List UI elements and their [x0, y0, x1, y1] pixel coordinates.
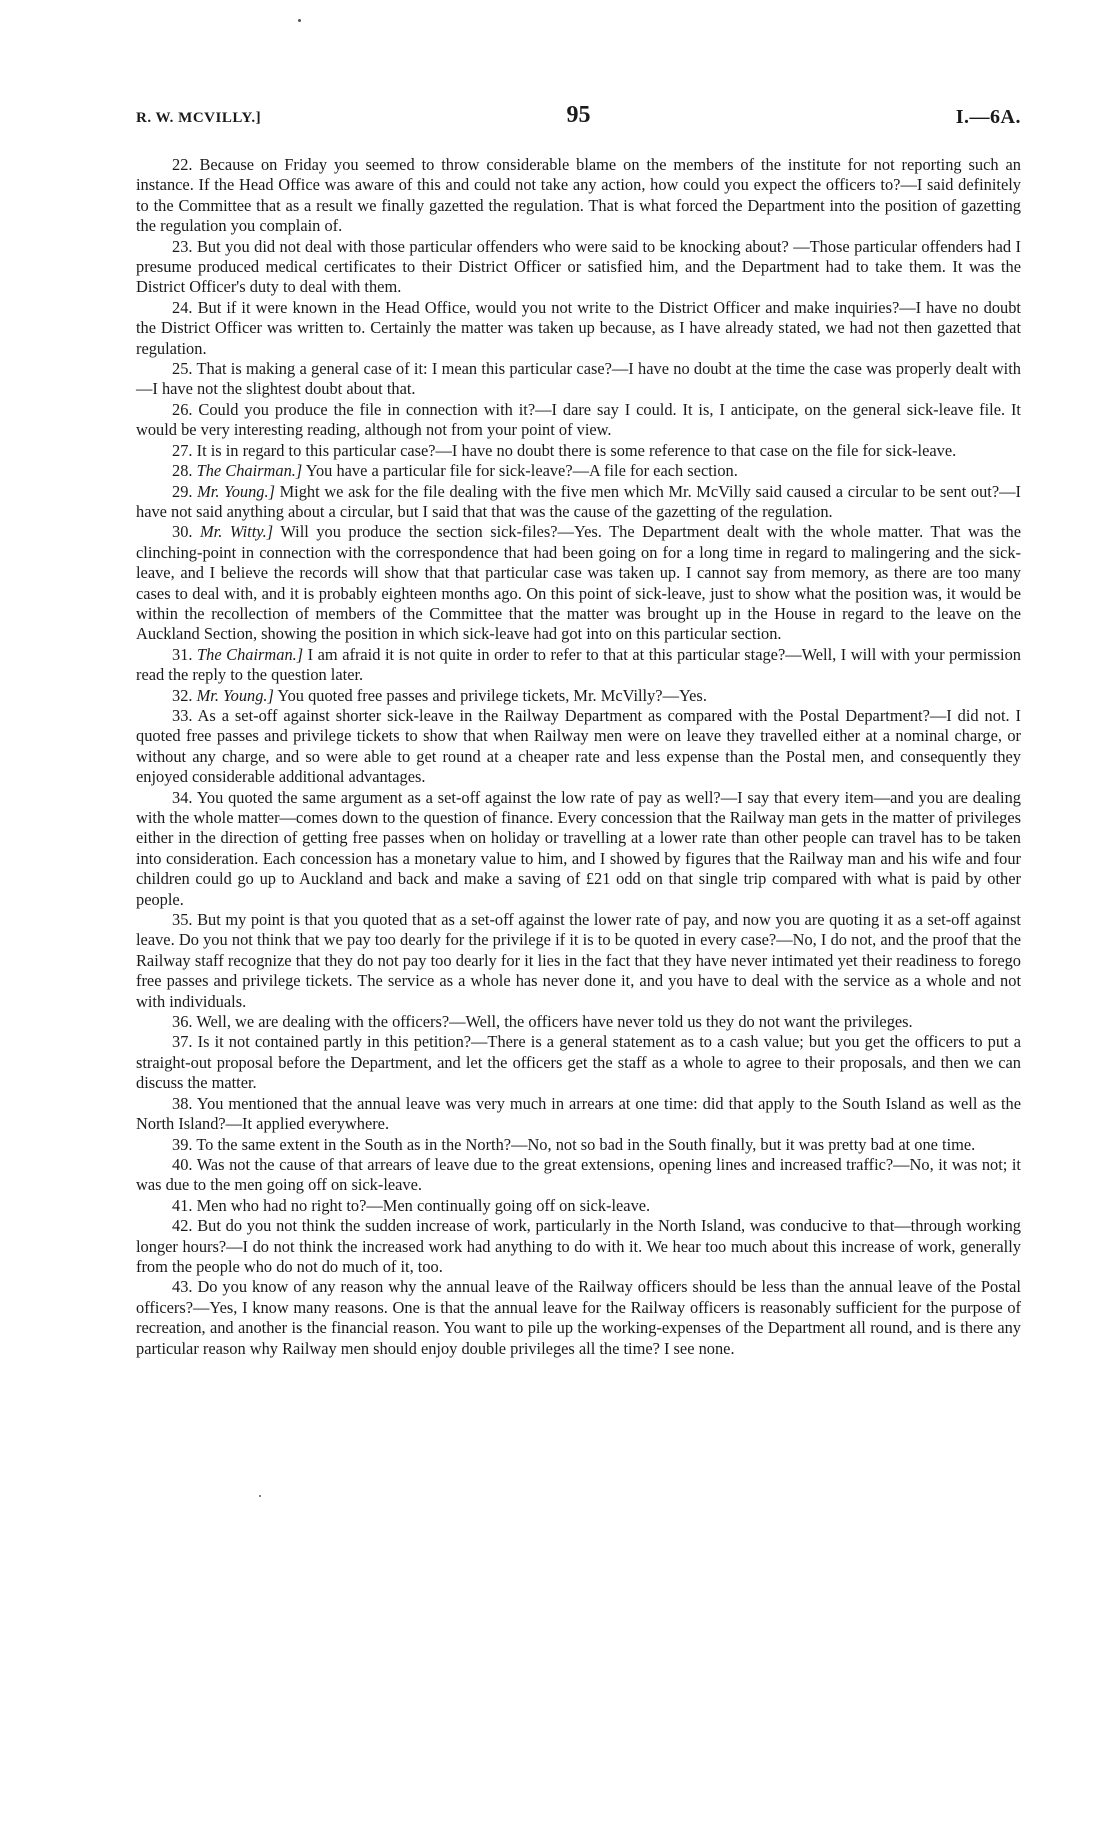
question-number: 39.	[172, 1134, 193, 1154]
question-number: 42.	[172, 1216, 193, 1236]
running-head-witness: R. W. MCVILLY.]	[136, 110, 262, 126]
question-and-answer-text: You quoted the same argument as a set-off against the low rate of pay as well?—I say that every item—and you are dealing with the whole matter—comes down to the question of finance. Every concession that the Railway man gets in the matter of privileges either in the direction of getting free passes when on holiday or travelling at a lower rate than other people can travel has to be taken into consideration. Each concession has a monetary value to him, and I showed by figures that the Railway man and his wife and four children could go up to Auckland and back and make a saving of £21 odd on that single trip compared with what is paid by other people.	[136, 787, 1021, 909]
speaker-name: Mr. Young.]	[196, 685, 274, 705]
question-paragraph	[136, 1135, 1021, 1155]
question-number: 23.	[172, 236, 193, 256]
document-reference: I.—6A.	[955, 106, 1021, 128]
question-and-answer-text: Might we ask for the file dealing with the five men which Mr. McVilly said caused a circular to be sent out?—I have not said anything about a circular, but I said that that was the cause of the gazetting of the regulation.	[136, 481, 1021, 521]
scan-speck	[298, 19, 301, 22]
question-and-answer-text: But if it were known in the Head Office, would you not write to the District Officer and make inquiries?—I have no doubt the District Officer was written to. Certainly the matter was taken up because, as I have already stated, we had not then gazetted that regulation.	[136, 297, 1021, 358]
question-number: 38.	[172, 1093, 193, 1113]
question-number: 31.	[172, 644, 193, 664]
speaker-name: Mr. Young.]	[197, 481, 275, 501]
question-and-answer-text: Could you produce the file in connection with it?—I dare say I could. It is, I anticipate, on the general sick-leave file. It would be very interesting reading, although not from your point of view.	[136, 399, 1021, 440]
question-paragraph	[136, 237, 1021, 298]
question-and-answer-text: Men who had no right to?—Men continually going off on sick-leave.	[196, 1195, 651, 1215]
question-paragraph	[136, 706, 1021, 788]
question-number: 40.	[172, 1154, 193, 1174]
question-paragraph	[136, 1032, 1021, 1093]
question-number: 36.	[172, 1012, 193, 1032]
question-number: 29.	[172, 481, 193, 501]
question-paragraph	[136, 461, 1021, 481]
question-paragraph	[136, 441, 1021, 461]
question-number: 35.	[172, 910, 193, 930]
question-paragraph	[136, 1277, 1021, 1359]
question-paragraph	[136, 400, 1021, 441]
question-paragraph	[136, 686, 1021, 706]
question-paragraph	[136, 1155, 1021, 1196]
question-number: 25.	[172, 359, 193, 379]
question-paragraph	[136, 1196, 1021, 1216]
question-number: 37.	[172, 1032, 193, 1052]
question-paragraph	[136, 522, 1021, 644]
question-number: 30.	[172, 522, 193, 542]
question-number: 22.	[172, 155, 193, 174]
question-paragraph	[136, 298, 1021, 359]
page-number: 95	[566, 102, 591, 128]
question-paragraph	[136, 645, 1021, 686]
question-number: 34.	[172, 787, 193, 807]
question-and-answer-text: Well, we are dealing with the officers?—Well, the officers have never told us they do not want the privileges.	[196, 1012, 913, 1032]
question-and-answer-text: To the same extent in the South as in the North?—No, not so bad in the South finally, but it was pretty bad at one time.	[196, 1134, 976, 1154]
question-paragraph	[136, 788, 1021, 910]
speaker-name: The Chairman.]	[197, 644, 304, 664]
question-number: 24.	[172, 297, 193, 317]
question-paragraph	[136, 1012, 1021, 1032]
question-number: 32.	[172, 685, 193, 705]
question-and-answer-text: Because on Friday you seemed to throw considerable blame on the members of the institute for not reporting such an instance. If the Head Office was aware of this and could not take any action, how could you expect the officers to?—I said definitely to the Committee that as a result we finally gazetted the regulation. That is what forced the Department into the position of gazetting the regulation you complain of.	[136, 155, 1021, 236]
question-and-answer-text: It is in regard to this particular case?—I have no doubt there is some reference to that case on the file for sick-leave.	[196, 440, 957, 460]
question-number: 28.	[172, 461, 193, 481]
question-and-answer-text: That is making a general case of it: I mean this particular case?—I have no doubt at the time the case was properly dealt with—I have not the slightest doubt about that.	[136, 359, 1021, 399]
question-paragraph	[136, 359, 1021, 400]
scan-speck	[259, 1495, 261, 1497]
question-and-answer-text: As a set-off against shorter sick-leave in the Railway Department as compared with the Postal Department?—I did not. I quoted free passes and privilege tickets to show that when Railway men were on leave they travelled either at a nominal charge, or without any charge, and so were able to get round at a cheaper rate and less expense than the Postal men, and consequently they enjoyed considerable additional advantages.	[136, 705, 1022, 787]
question-and-answer-text: Do you know of any reason why the annual leave of the Railway officers should be less than the annual leave of the Postal officers?—Yes, I know many reasons. One is that the annual leave for the Railway officers is reasonably sufficient for the purpose of recreation, and another is the financial reason. You want to pile up the working-expenses of the Department all round, and is there any particular reason why Railway men should enjoy double privileges all the time? I see none.	[136, 1277, 1021, 1358]
question-and-answer-text: But my point is that you quoted that as a set-off against the lower rate of pay, and now you are quoting it as a set-off against leave. Do you not think that we pay too dearly for the privilege if it is to be quoted in every case?—No, I do not, and the proof that the Railway staff recognize that they do not pay too dearly for it lies in the fact that they have never intimated yet their readiness to forego free passes and privilege tickets. The service as a whole has never done it, and you have to deal with the service as a whole and not with individuals.	[136, 910, 1021, 1011]
question-paragraph	[136, 155, 1021, 237]
question-paragraph	[136, 482, 1021, 523]
question-and-answer-text: Was not the cause of that arrears of leave due to the great extensions, opening lines and increased traffic?—No, it was not; it was due to the men going off on sick-leave.	[136, 1154, 1021, 1195]
speaker-name: The Chairman.]	[196, 461, 303, 481]
question-and-answer-text: Is it not contained partly in this petition?—There is a general statement as to a cash value; but you get the officers to put a straight-out proposal before the Department, and let the officers get the staff as a whole to agree to their proposals, and then we can discuss the matter.	[136, 1032, 1021, 1093]
question-number: 43.	[172, 1277, 193, 1297]
question-number: 26.	[172, 399, 193, 419]
page-header	[136, 102, 1021, 136]
question-number: 33.	[172, 705, 193, 725]
question-number: 27.	[172, 440, 193, 460]
question-and-answer-text: But you did not deal with those particular offenders who were said to be knocking about? —Those particular offenders had I presume produced medical certificates to their District Officer or satisfied him, and the Department had to take them. It was the District Officer's duty to deal with them.	[136, 236, 1022, 297]
question-paragraph	[136, 1094, 1021, 1135]
question-paragraph	[136, 1216, 1021, 1277]
question-number: 41.	[172, 1195, 193, 1215]
question-and-answer-text: You have a particular file for sick-leave?—A file for each section.	[305, 461, 738, 481]
question-paragraph	[136, 910, 1021, 1012]
question-and-answer-text: I am afraid it is not quite in order to refer to that at this particular stage?—Well, I will with your permission read the reply to the question later.	[136, 644, 1021, 685]
question-and-answer-text: You quoted free passes and privilege tickets, Mr. McVilly?—Yes.	[277, 685, 707, 705]
question-and-answer-text: Will you produce the section sick-files?—Yes. The Department dealt with the whole matter. That was the clinching-point in connection with the correspondence that had been going on for a long time in regard to malingering and the sick-leave, and I believe the records will show that that particular case was taken up. I cannot say from memory, as there are too many cases to deal with, and it is probably eighteen months ago. On this point of sick-leave, just to show what the position was, it would be within the recollection of members of the Committee that the matter was brought up in the House in regard to the leave on the Auckland Section, showing the position in which sick-leave had got into on this particular section.	[136, 522, 1021, 644]
speaker-name: Mr. Witty.]	[200, 522, 274, 542]
minutes-of-evidence	[136, 155, 1021, 1359]
question-and-answer-text: You mentioned that the annual leave was very much in arrears at one time: did that apply to the South Island as well as the North Island?—It applied everywhere.	[136, 1093, 1021, 1134]
question-and-answer-text: But do you not think the sudden increase of work, particularly in the North Island, was conducive to that—through working longer hours?—I do not think the increased work had anything to do with it. We hear too much about this increase of work, generally from the people who do not do much of it, too.	[136, 1216, 1022, 1276]
